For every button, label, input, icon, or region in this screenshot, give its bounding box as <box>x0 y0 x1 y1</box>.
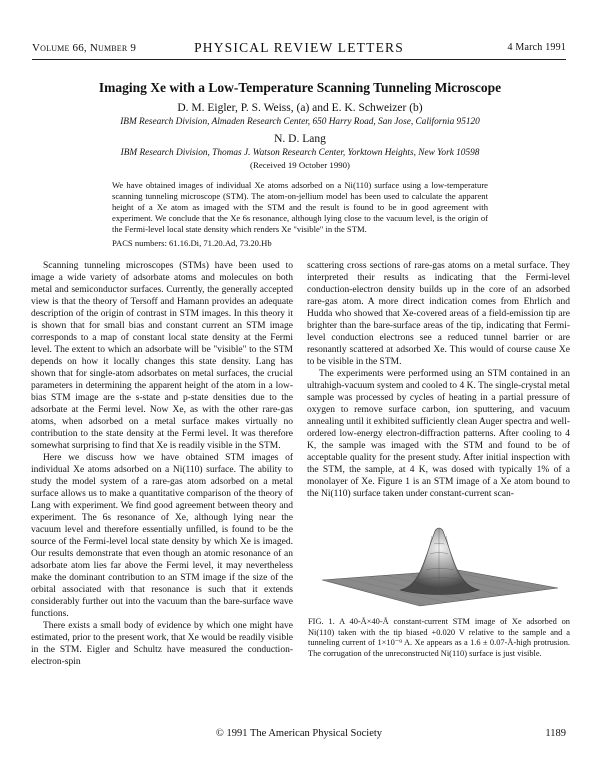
affiliation-watson: IBM Research Division, Thomas J. Watson Research Center, Yorktown Heights, New York 10598 <box>120 148 480 158</box>
body-paragraph: Here we discuss how we have obtained STM images of individual Xe atoms adsorbed on a Ni(110) surface. The ability to study the model system of a rare-gas atom adsorbed on a metal surface allows us to make a quantitative comparison of the theory of Lang with experiment. We find good agreement between theory and experiment. The 6s resonance of Xe, although lying near the vacuum level and therefore essentially unfilled, is found to be the source of the Fermi-level local state density by which Xe is imaged. Our results demonstrate that even though an atomic resonance of an adsorbate atom lies far above the Fermi level, it may nevertheless make the dominant contribution to an STM image if the size of the orbital associated with that resonance is such that it extends considerably further out into the vacuum than the bare-surface wave functions. <box>31 453 293 619</box>
running-header <box>32 40 566 60</box>
figure-caption: FIG. 1. A 40-Å×40-Å constant-current STM image of Xe adsorbed on Ni(110) taken with the tip biased +0.020 V relative to the sample and a tunneling current of 1×10⁻⁹ A. Xe appears as a 1.6 ± 0.07-Å-high protrusion. The corrugation of the unreconstructed Ni(110) surface is just visible. <box>308 617 570 658</box>
paper-title: Imaging Xe with a Low-Temperature Scanning Tunneling Microscope <box>98 80 502 95</box>
author-list: D. M. Eigler, P. S. Weiss, (a) and E. K. Schweizer (b) <box>177 102 423 114</box>
right-column <box>307 260 570 500</box>
received-date: (Received 19 October 1990) <box>250 160 350 170</box>
abstract: We have obtained images of individual Xe atoms adsorbed on a Ni(110) surface using a low-temperature scanning tunneling microscope (STM). The atom-on-jellium model has been used to calculate the apparent height of a Xe atom as imaged with the STM and the result is found to be in good agreement with experiment. We conclude that the Xe 6s resonance, although lying close to the vacuum level, is the origin of the Fermi-level local state density which renders Xe "visible" in the STM. <box>112 180 488 235</box>
pacs-numbers: PACS numbers: 61.16.Di, 71.20.Ad, 73.20.Hb <box>112 238 272 248</box>
left-column <box>31 260 293 668</box>
copyright: © 1991 The American Physical Society <box>215 728 383 739</box>
volume-number: Volume 66, Number 9 <box>32 42 137 54</box>
journal-name: PHYSICAL REVIEW LETTERS <box>194 40 404 55</box>
page-number: 1189 <box>545 728 566 739</box>
stm-image-figure <box>308 510 570 615</box>
body-paragraph: There exists a small body of evidence by which one might have estimated, prior to the present work, that Xe would be readily visible in the STM. Eigler and Schultz have measured the conduction-electron-spin <box>31 621 293 667</box>
header-rule <box>32 59 566 60</box>
body-paragraph: scattering cross sections of rare-gas atoms on a metal surface. They interpreted their results as indicating that the Fermi-level conduction-electron density builds up in the core of an adsorbed rare-gas atom. A more direct indication comes from Ehrlich and Hudda who showed that Xe-covered areas of a field-emission tip are brighter than the bare-surface areas of the tip, indicating that Fermi-level conduction electrons see a reduced tunnel barrier or are resonantly scattered at adsorbed Xe. This would of course cause Xe to be visible in the STM. <box>307 261 570 367</box>
xe-atom-peak <box>400 528 480 595</box>
stm-surface-plot <box>308 510 570 615</box>
issue-date: 4 March 1991 <box>507 42 566 53</box>
body-paragraph: Scanning tunneling microscopes (STMs) have been used to image a wide variety of adsorbate atoms and molecules on both metal and semiconductor surfaces. Currently, the generally accepted view is that the theory of Tersoff and Hamann provides an adequate description of the origin of contrast in STM images. In this theory it is shown that for small bias and constant current an STM image corresponds to a map of constant local state density at the Fermi level. The extent to which an adsorbate will be "visible" to the STM depends on how it locally changes this state density. Lang has shown that for single-atom adsorbates on metal surfaces, the crucial parameters in determining the apparent height of the atom in a low-bias STM image are the s-state and p-state densities due to the adsorbate at the Fermi level. Now Xe, as with the other rare-gas atoms, when adsorbed on a metal surface makes virtually no contribution to the state density at the Fermi level. It was therefore somewhat surprising to find that Xe is readily visible in the STM. <box>31 261 293 451</box>
body-paragraph: The experiments were performed using an STM contained in an ultrahigh-vacuum system and cooled to 4 K. The single-crystal metal sample was processed by cycles of heating in a partial pressure of oxygen to remove surface carbon, ion sputtering, and vacuum annealing until it exhibited sufficiently clean Auger spectra and well-ordered low-energy electron-diffraction patterns. After cooling to 4 K, the sample was imaged with the STM and found to be of acceptable quality for the present study. After initial inspection with the STM, the sample, at 4 K, was dosed with typically 1% of a monolayer of Xe. Figure 1 is an STM image of a Xe atom bound to the Ni(110) surface taken under constant-current scan- <box>307 369 570 499</box>
author-lang: N. D. Lang <box>274 133 326 145</box>
affiliation-almaden: IBM Research Division, Almaden Research Center, 650 Harry Road, San Jose, California 95120 <box>120 117 480 127</box>
